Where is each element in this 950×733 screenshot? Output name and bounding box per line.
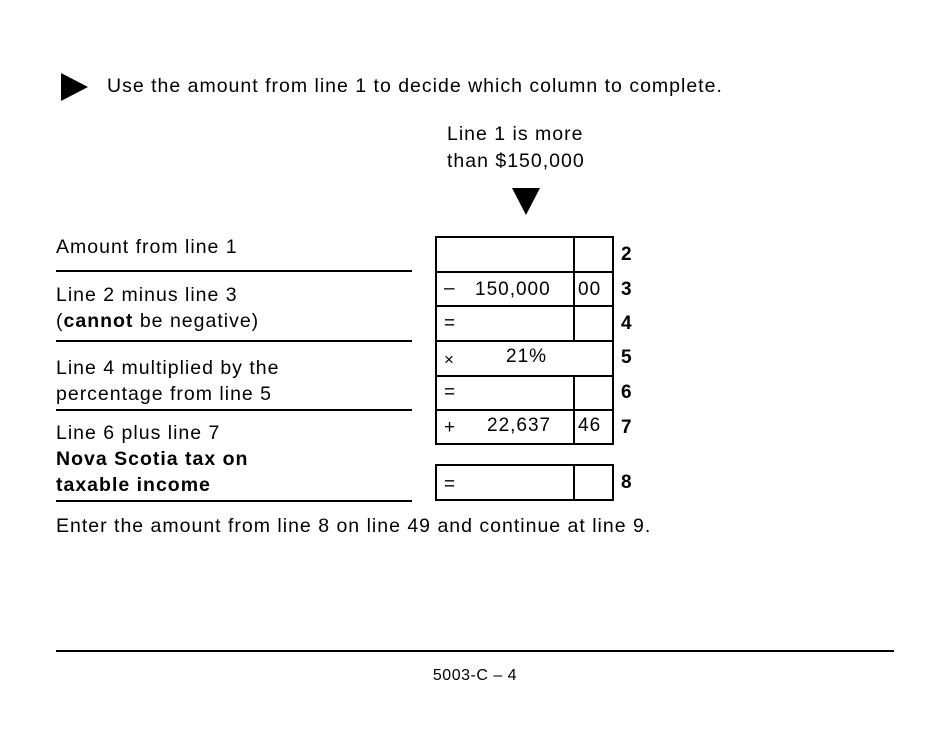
line-3-cents: 00: [578, 279, 602, 300]
arrow-down-icon: [512, 188, 540, 215]
plus-operator: +: [444, 417, 456, 438]
label-line-3: Line 2 minus line 3: [56, 284, 238, 306]
label-line-5a: Line 4 multiplied by the: [56, 357, 280, 379]
line-number: 4: [621, 313, 632, 334]
line-3-amount: 150,000: [475, 279, 551, 300]
label-line-8a: Nova Scotia tax on: [56, 448, 249, 470]
column-header-line1: Line 1 is more: [447, 123, 584, 145]
column-header-line2: than $150,000: [447, 150, 585, 172]
label-line-5b: percentage from line 5: [56, 383, 273, 405]
grid-line: [435, 409, 614, 411]
line-5-rate: 21%: [506, 346, 548, 367]
line-4-cents-field[interactable]: [575, 307, 612, 340]
grid-line: [435, 340, 614, 342]
equals-operator: =: [444, 313, 456, 334]
label-line-8b: taxable income: [56, 474, 211, 496]
minus-operator: –: [444, 278, 455, 299]
divider: [56, 409, 412, 411]
grid-line: [435, 271, 614, 273]
label-line-7: Line 6 plus line 7: [56, 422, 221, 444]
footer-instruction: Enter the amount from line 8 on line 49 and continue at line 9.: [56, 515, 652, 537]
line-number: 3: [621, 279, 632, 300]
line-4-amount-field[interactable]: [460, 307, 573, 340]
equals-operator: =: [444, 474, 456, 495]
line-number: 5: [621, 347, 632, 368]
line-8-amount-field[interactable]: [460, 466, 573, 499]
line-8-cents-field[interactable]: [575, 466, 612, 499]
line-6-cents-field[interactable]: [575, 377, 612, 409]
divider: [56, 340, 412, 342]
line-number: 7: [621, 417, 632, 438]
instruction-text: Use the amount from line 1 to decide which column to complete.: [107, 75, 723, 97]
label-line-2: Amount from line 1: [56, 236, 238, 258]
line-2-cents-field[interactable]: [575, 238, 612, 271]
page-number: 5003-C – 4: [432, 667, 518, 684]
equals-operator: =: [444, 382, 456, 403]
line-7-amount: 22,637: [487, 415, 552, 436]
multiply-operator: ×: [444, 350, 454, 369]
divider: [56, 500, 412, 502]
page-footer-rule: [56, 650, 894, 652]
line-number: 2: [621, 244, 632, 265]
line-number: 6: [621, 382, 632, 403]
line-6-amount-field[interactable]: [460, 377, 573, 409]
divider: [56, 270, 412, 272]
line-number: 8: [621, 472, 632, 493]
line-7-cents: 46: [578, 415, 602, 436]
arrow-right-icon: [61, 73, 89, 101]
label-line-4: (cannot be negative): [56, 310, 260, 332]
line-2-amount-field[interactable]: [437, 238, 573, 271]
